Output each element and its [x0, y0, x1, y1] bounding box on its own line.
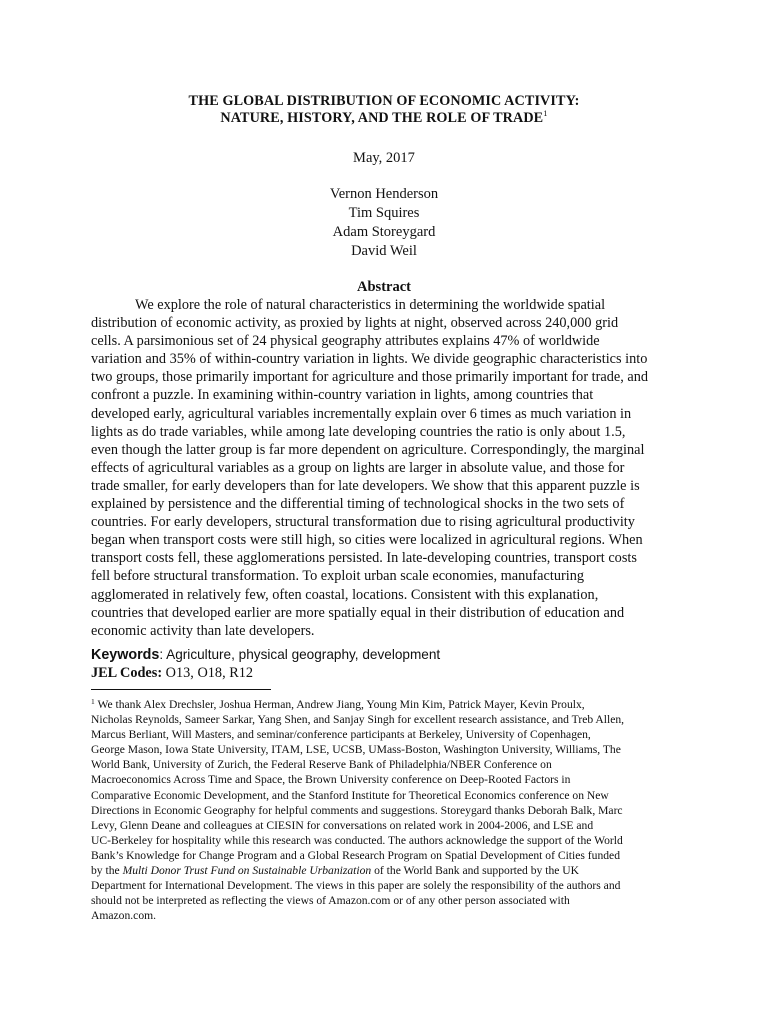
footnote-line: World Bank, University of Zurich, the Federal Reserve Bank of Philadelphia/NBER Conference on: [91, 758, 552, 772]
footnote-line: Marcus Berliant, Will Masters, and seminar/conference participants at Berkeley, University of Copenhagen,: [91, 728, 591, 742]
paper-title: [0, 93, 768, 127]
abstract-line: distribution of economic activity, as proxied by lights at night, observed across 240,000 grid: [91, 315, 619, 332]
footnote-line: George Mason, Iowa State University, ITAM, LSE, UCSB, UMass-Boston, Washington University, Williams, The: [91, 743, 621, 757]
abstract-line: two groups, those primarily important for agriculture and those primarily important for trade, and: [91, 369, 649, 386]
keywords-line: [91, 646, 440, 664]
footnote-line: Amazon.com.: [91, 909, 157, 923]
title-line-2-text: NATURE, HISTORY, AND THE ROLE OF TRADE: [220, 110, 544, 126]
footnote-text: by the: [91, 864, 123, 878]
paper-date: May, 2017: [353, 150, 415, 166]
abstract-line: agglomerated in relatively few, often coastal, locations. Consistent with this explanation,: [91, 586, 599, 603]
abstract-line: confront a puzzle. In examining within-country variation in lights, among countries that: [91, 387, 594, 404]
footnote-line: [91, 863, 691, 878]
footnote-line: Nicholas Reynolds, Sameer Sarkar, Yang Shen, and Sanjay Singh for excellent research assistance, and Treb Allen,: [91, 713, 625, 727]
jel-codes-line: [91, 664, 253, 682]
abstract-line: countries. For early developers, structural transformation due to rising agricultural productivity: [91, 514, 635, 531]
author-name: Adam Storeygard: [332, 224, 436, 240]
footnote-line: UC-Berkeley for hospitality while this research was conducted. The authors acknowledge the support of the World: [91, 833, 623, 847]
footnote-line: Levy, Glenn Deane and colleagues at CIESIN for conversations on related work in 2004-2006, and LSE and: [91, 818, 594, 832]
footnote-line: Comparative Economic Development, and the Stanford Institute for Theoretical Economics conference on New: [91, 788, 609, 802]
title-footnote-marker[interactable]: 1: [543, 108, 548, 118]
abstract-line: transport costs fell, these agglomerations persisted. In late-developing countries, transport costs: [91, 550, 637, 567]
keywords-value: : Agriculture, physical geography, development: [159, 647, 441, 662]
footnote-line: Directions in Economic Geography for helpful comments and suggestions. Storeygard thanks Deborah Balk, Marc: [91, 803, 623, 817]
title-line-1: THE GLOBAL DISTRIBUTION OF ECONOMIC ACTIVITY:: [188, 93, 580, 109]
footnote-divider: [91, 689, 271, 690]
author-list: [0, 185, 768, 261]
keywords-label: Keywords: [91, 647, 160, 663]
jel-codes-value: O13, O18, R12: [162, 665, 254, 681]
abstract-line: economic activity than late developers.: [91, 622, 315, 639]
author-name: Vernon Henderson: [329, 186, 439, 202]
abstract-body: [91, 296, 691, 640]
abstract-line: lights as do trade variables, while among late developing countries the ratio is only about 1.5,: [91, 423, 626, 440]
abstract-line: even though the latter group is far more dependent on agriculture. Correspondingly, the marginal: [91, 441, 645, 458]
footnote-line: Macroeconomics Across Time and Space, the Brown University conference on Deep-Rooted Factors in: [91, 773, 571, 787]
abstract-line: explained by persistence and the differential timing of technological shocks in the two sets of: [91, 496, 625, 513]
footnote-fund-name: Multi Donor Trust Fund on Sustainable Urbanization: [122, 864, 372, 878]
footnote-line: should not be interpreted as reflecting the views of Amazon.com or of any other person associated with: [91, 894, 570, 908]
footnote-marker: 1: [91, 697, 95, 706]
footnote-line-text: We thank Alex Drechsler, Joshua Herman, Andrew Jiang, Young Min Kim, Patrick Mayer, Kevin Proulx,: [94, 698, 585, 711]
jel-codes-label: JEL Codes:: [91, 665, 163, 681]
footnote-line: [91, 697, 691, 712]
abstract-line: We explore the role of natural characteristics in determining the worldwide spatial: [135, 297, 606, 313]
title-line-2: [0, 110, 768, 127]
author-name: Tim Squires: [348, 205, 420, 221]
abstract-line: trade smaller, for early developers than for late developers. We show that this apparent puzzle is: [91, 477, 640, 494]
footnote-line: Department for International Development. The views in this paper are solely the responsibility of the authors and: [91, 879, 621, 893]
abstract-line: developed early, agricultural variables incrementally explain over 6 times as much variation in: [91, 405, 632, 422]
abstract-line: variation and 35% of within-country variation in lights. We divide geographic characteristics into: [91, 351, 648, 368]
author-name: David Weil: [351, 243, 417, 259]
footnote-line: Bank’s Knowledge for Change Program and a Global Research Program on Spatial Development of Cities funded: [91, 848, 620, 862]
abstract-line: effects of agricultural variables as a group on lights are larger in absolute value, and those for: [91, 459, 625, 476]
abstract-line: began when transport costs were still high, so cities were localized in agricultural regions. When: [91, 532, 643, 549]
abstract-line: fell before structural transformation. To exploit urban scale economies, manufacturing: [91, 568, 584, 585]
footnote-text: of the World Bank and supported by the UK: [371, 864, 580, 878]
abstract-heading: Abstract: [357, 279, 411, 295]
footnote: [91, 697, 691, 923]
abstract-line: countries that developed earlier are more spatially equal in their distribution of education and: [91, 604, 625, 621]
abstract-line: cells. A parsimonious set of 24 physical geography attributes explains 47% of worldwide: [91, 333, 600, 350]
